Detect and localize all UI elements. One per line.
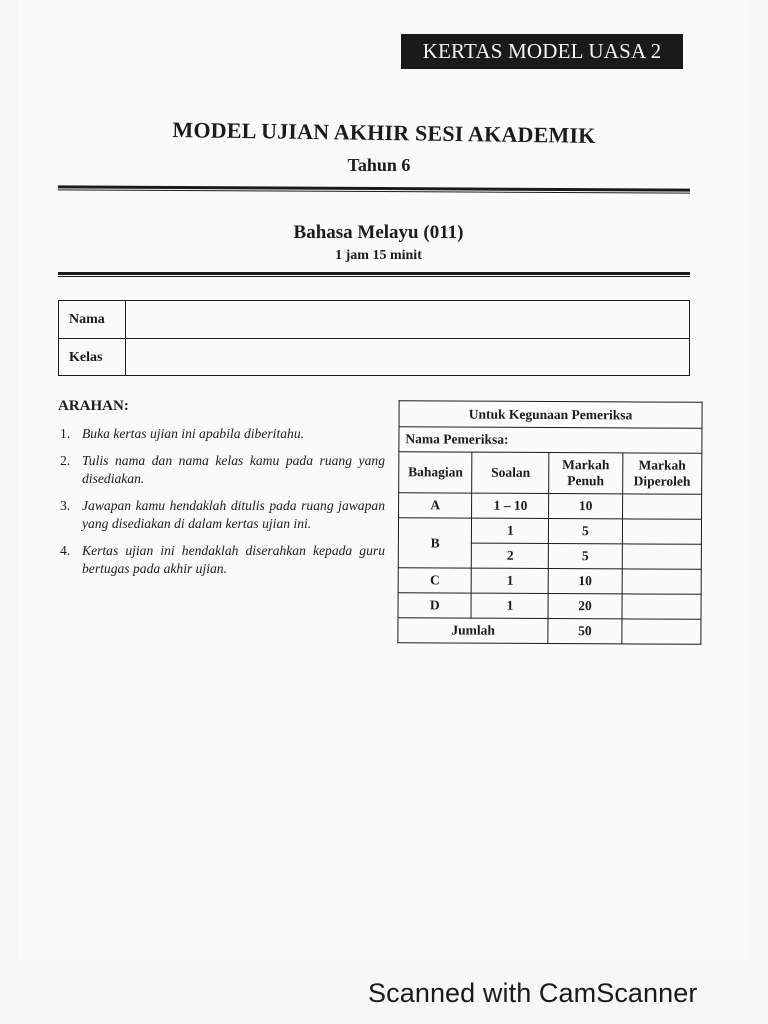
name-row bbox=[59, 301, 689, 339]
instruction-item bbox=[60, 425, 385, 443]
header-full-marks: Markah Penuh bbox=[549, 452, 622, 493]
table-row bbox=[398, 568, 701, 595]
class-field[interactable] bbox=[126, 339, 689, 376]
total-row bbox=[398, 618, 701, 645]
full-marks-cell: 5 bbox=[549, 518, 622, 543]
full-marks-cell: 10 bbox=[549, 568, 622, 593]
examiner-name-label: Nama Pemeriksa: bbox=[399, 427, 702, 454]
section-cell: D bbox=[398, 593, 472, 618]
subject-title: Bahasa Melayu (011) bbox=[293, 222, 464, 243]
full-marks-cell: 5 bbox=[549, 543, 622, 568]
table-row bbox=[398, 518, 701, 545]
instruction-text: Kertas ujian ini hendaklah diserahkan kepada guru bertugas pada akhir ujian. bbox=[82, 543, 385, 576]
table-row bbox=[399, 493, 702, 520]
obtained-marks-cell[interactable] bbox=[622, 544, 702, 569]
obtained-marks-cell[interactable] bbox=[622, 569, 702, 594]
header-section: Bahagian bbox=[399, 452, 473, 493]
section-cell: A bbox=[399, 493, 473, 518]
camscanner-watermark: Scanned with CamScanner bbox=[368, 978, 698, 1008]
instructions-list bbox=[60, 425, 385, 587]
total-full-marks: 50 bbox=[548, 618, 621, 643]
paper-banner: KERTAS MODEL UASA 2 bbox=[401, 34, 683, 69]
question-cell: 1 bbox=[472, 568, 549, 593]
full-marks-cell: 20 bbox=[548, 593, 621, 618]
obtained-marks-cell[interactable] bbox=[622, 594, 702, 619]
header-marks-obtained: Markah Diperoleh bbox=[622, 453, 702, 494]
instruction-item bbox=[60, 497, 385, 533]
question-cell: 2 bbox=[472, 543, 549, 568]
exam-duration: 1 jam 15 minit bbox=[335, 248, 422, 263]
instruction-text: Tulis nama dan nama kelas kamu pada ruang yang disediakan. bbox=[82, 453, 385, 486]
student-id-box bbox=[58, 300, 690, 376]
class-row bbox=[59, 339, 689, 376]
table-row bbox=[398, 593, 701, 620]
total-obtained-cell[interactable] bbox=[621, 619, 701, 644]
instruction-text: Buka kertas ujian ini apabila diberitahu. bbox=[82, 426, 305, 441]
class-label: Kelas bbox=[59, 339, 126, 376]
instructions-heading: ARAHAN: bbox=[58, 398, 129, 414]
header-question: Soalan bbox=[472, 452, 549, 493]
examiner-table-title: Untuk Kegunaan Pemeriksa bbox=[399, 401, 702, 429]
examiner-table bbox=[397, 400, 702, 645]
full-marks-cell: 10 bbox=[549, 493, 622, 518]
exam-year: Tahun 6 bbox=[347, 155, 411, 175]
obtained-marks-cell[interactable] bbox=[622, 519, 702, 544]
instruction-number: 2. bbox=[60, 453, 71, 468]
total-label: Jumlah bbox=[398, 618, 549, 644]
name-field[interactable] bbox=[126, 301, 689, 338]
name-label: Nama bbox=[59, 301, 126, 338]
question-cell: 1 bbox=[471, 593, 548, 618]
instruction-item bbox=[60, 452, 385, 488]
divider-rule-bottom bbox=[58, 272, 690, 277]
exam-title-text: MODEL UJIAN AKHIR SESI AKADEMIK bbox=[172, 117, 596, 148]
section-cell: B bbox=[398, 518, 472, 568]
instruction-number: 3. bbox=[60, 498, 71, 513]
instruction-number: 4. bbox=[60, 543, 71, 558]
question-cell: 1 – 10 bbox=[472, 493, 549, 518]
instruction-text: Jawapan kamu hendaklah ditulis pada ruang jawapan yang disediakan di dalam kertas ujian ini. bbox=[82, 498, 385, 531]
question-cell: 1 bbox=[472, 518, 549, 543]
section-cell: C bbox=[398, 568, 472, 593]
obtained-marks-cell[interactable] bbox=[622, 494, 702, 519]
instruction-number: 1. bbox=[60, 426, 71, 441]
instruction-item bbox=[60, 542, 385, 578]
